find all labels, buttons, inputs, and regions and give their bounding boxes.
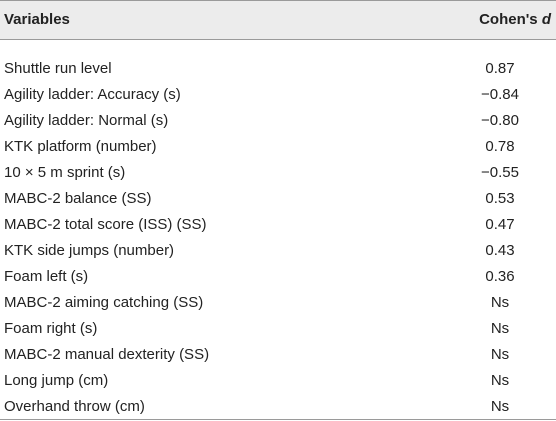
row-value: 0.78 <box>485 138 515 155</box>
table-row <box>0 82 556 108</box>
row-value: −0.80 <box>481 112 519 129</box>
header-variables: Variables <box>4 11 70 28</box>
table-row <box>0 238 556 264</box>
row-value: Ns <box>490 346 510 363</box>
row-variable: Foam left (s) <box>4 268 89 285</box>
row-value: −0.55 <box>481 164 519 181</box>
table-row <box>0 212 556 238</box>
header-cohens-label: Cohen's <box>479 11 542 28</box>
row-value: 0.36 <box>485 268 515 285</box>
header-rule <box>0 39 556 40</box>
row-variable: KTK platform (number) <box>4 138 157 155</box>
row-value: 0.87 <box>485 60 515 77</box>
row-variable: Long jump (cm) <box>4 372 109 389</box>
table-row <box>0 394 556 420</box>
table-row <box>0 160 556 186</box>
header-cohens-d <box>479 11 551 28</box>
row-variable: Overhand throw (cm) <box>4 398 145 415</box>
table-header <box>0 0 556 39</box>
table-row <box>0 264 556 290</box>
row-variable: MABC-2 manual dexterity (SS) <box>4 346 210 363</box>
header-d-symbol: d <box>541 11 551 28</box>
row-value: 0.53 <box>485 190 515 207</box>
row-value: Ns <box>490 372 510 389</box>
row-variable: Agility ladder: Accuracy (s) <box>4 86 181 103</box>
row-value: Ns <box>490 320 510 337</box>
row-value: 0.47 <box>485 216 515 233</box>
row-variable: MABC-2 balance (SS) <box>4 190 152 207</box>
row-value: −0.84 <box>481 86 519 103</box>
row-variable: Foam right (s) <box>4 320 98 337</box>
row-value: 0.43 <box>485 242 515 259</box>
table-row <box>0 134 556 160</box>
row-variable: MABC-2 aiming catching (SS) <box>4 294 204 311</box>
top-rule <box>0 0 556 1</box>
row-variable: Shuttle run level <box>4 60 112 77</box>
table-row <box>0 368 556 394</box>
bottom-rule <box>0 419 556 420</box>
row-variable: 10 × 5 m sprint (s) <box>4 164 126 181</box>
row-variable: Agility ladder: Normal (s) <box>4 112 169 129</box>
table-row <box>0 186 556 212</box>
row-value: Ns <box>490 398 510 415</box>
table-row <box>0 290 556 316</box>
row-value: Ns <box>490 294 510 311</box>
table-row <box>0 342 556 368</box>
table-row <box>0 108 556 134</box>
table-row <box>0 316 556 342</box>
table-row <box>0 56 556 82</box>
row-variable: MABC-2 total score (ISS) (SS) <box>4 216 207 233</box>
table-body <box>0 56 556 420</box>
row-variable: KTK side jumps (number) <box>4 242 175 259</box>
